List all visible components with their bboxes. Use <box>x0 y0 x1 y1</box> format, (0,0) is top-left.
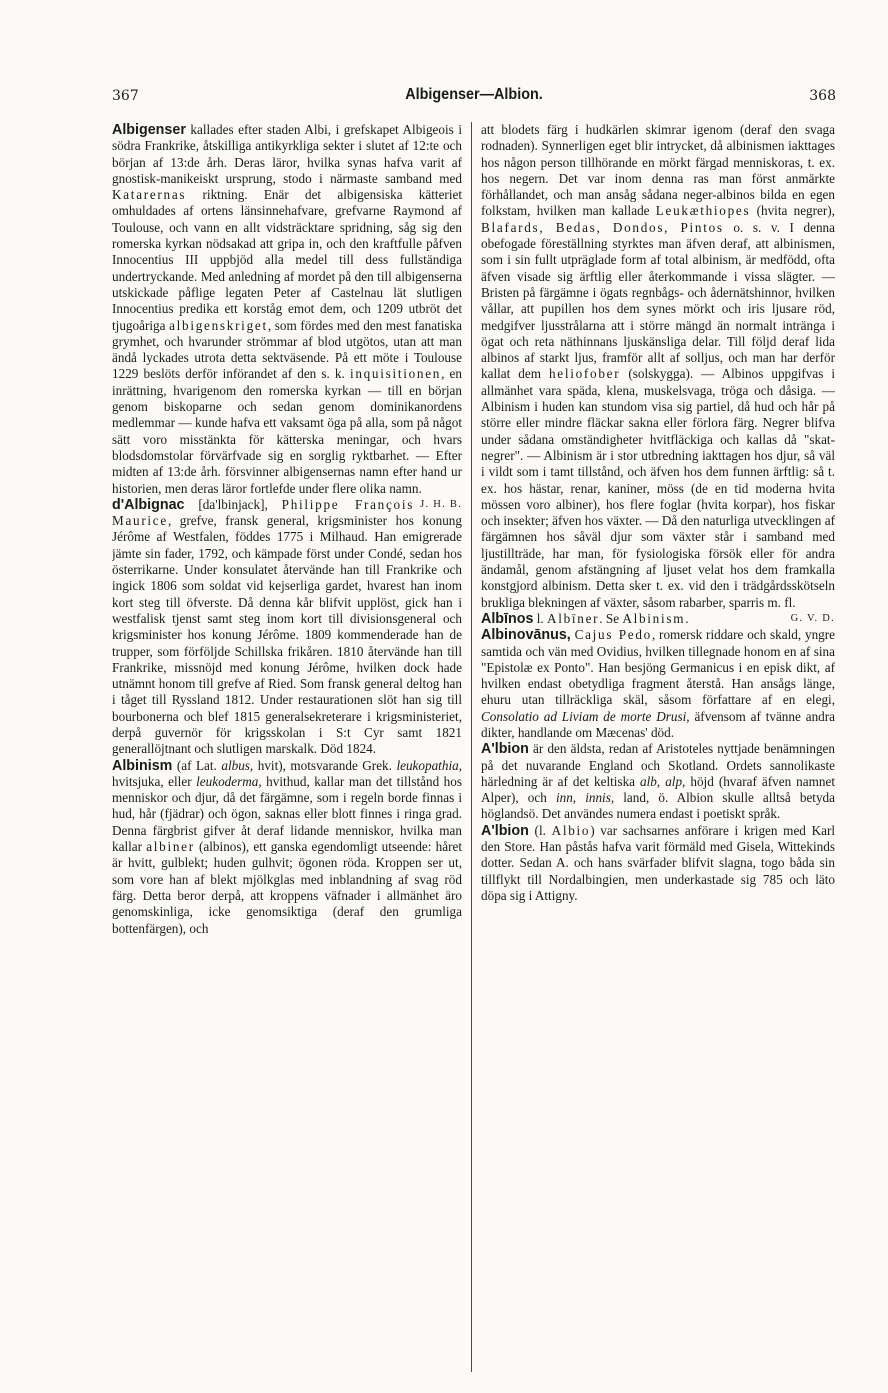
article-text: höjd (hvaraf äfven namnet Alper), och <box>481 773 835 806</box>
italic-term: alb, alp, <box>640 773 686 789</box>
article-text: är den äldsta, redan af Aristoteles nyttjade benämningen på det nuvarande England och Skotland. Ordets sannolikaste härledning är af det keltiska <box>481 741 835 789</box>
article-text: [da'lbinjack], <box>184 496 282 512</box>
right-column <box>481 122 835 1372</box>
article-text: . <box>685 610 689 626</box>
article-albinism <box>112 758 462 937</box>
italic-term: leukoderma, <box>196 773 262 789</box>
article-text: land, ö. Albion skulle alltså betyda höglandsö. Det användes numera endast i poetiskt språk. <box>481 790 835 822</box>
article-albion-2 <box>481 823 835 904</box>
article-text: att blodets färg i hudkärlen skimrar igenom (deraf den svaga rodnaden). Synnerligen eget blir intrycket, då albinismen iakttages hos någon person tillhörande en mörkt färgad menniskoras, t. ex. hos negern. Det var inom denna ras man först anmärkte förhållandet, och man ansåg sådana neger-albinos bilda en egen folkstam, hvilken man kallade <box>481 122 835 219</box>
article-text: hvit), motsvarande Grek. <box>253 757 397 773</box>
spaced-term: inquisitionen <box>349 366 442 382</box>
headword: Albigenser <box>112 122 186 138</box>
article-text: l. <box>533 610 547 626</box>
article-text: ) var sachsarnes anförare i krigen med Karl den Store. Han påstås hafva varit förmäld med Gisela, Wittekinds dotter. Sedan A. och hans svärfader blifvit slagna, togo båda sin tillflykt till Nordalbingien, men underkastade sig 785 och läto döpa sig i Attigny. <box>481 822 835 903</box>
article-text: hvitsjuka, eller <box>112 773 197 789</box>
article-text: , grefve, fransk general, krigsminister hos konung Jérôme af Westfalen, föddes 1775 i Milhaud. Han emigrerade jämte sin fader, 1792, och kämpade först under Condé, sedan hos österrikarne. Under konsulatet återvände han till Frankrike och ingick 1806 som soldat vid kejserliga gardet, hvarest han inom kort steg till öfverste. Då denna kår blifvit upplöst, gick han i westfalisk tjenst samt steg inom kort till divisionsgeneral och krigsminister hos konung Jérôme. 1809 kommenderade han de trupper, som förföljde Schillska frikåren. 1810 återvände han till Frankrike, missnöjd med konung Jérôme, hvilken dock hade utnämnt honom till grefve af Ried. Som fransk general deltog han i tåget till Ryssland 1812. Under restaurationen slöt han sig till bourbonerna och blef 1815 generalsekreterare i krigsministeriet, derpå guvernör för krigsskolan i S:t Cyr samt 1821 generallöjtnant och slutligen marskalk. Död 1824. <box>112 513 462 757</box>
article-text: , romersk riddare och skald, yngre samtida och vän med Ovidius, hvilken tillegnade honom en af sina "Epistolæ ex Ponto". Han besjöng Germanicus i en episk dikt, af hvilken endast obetydliga fragment återstå. Han ansågs länge, ehuru utan tillräckliga skäl, såsom författare af en elegi, <box>481 627 835 708</box>
spaced-term: Albīner <box>546 610 600 626</box>
article-albinovanus <box>481 627 835 741</box>
article-text: (solskygga). — Albinos uppgifvas i allmänhet vara späda, klena, muskelsvaga, tröga och dåsiga. — Albinism i huden kan stundom visa sig partiel, då hud och hår på större eller mindre fläckar sakna eller förlora färg. Negrer blifva under sådana omständigheter hvitfläckiga och kallas då "skat-negrer". — Albinism är i stor utbredning iakttagen hos djur, så väl i vildt som i tamt tillstånd, och äfven hos dem funnen ärftlig: så t. ex. hos hästar, renar, kaniner, möss (de en tid moderna hvita mössen voro albiner), hos flere foglar (hvita korpar), hos fiskar och insekter; äfven hos växter. — Då den naturliga utvecklingen af färgämnen hos såväl djur som växter står i samband med ljustillträde, har man, för fysiologiska försök eller för andra ändamål, genom afstängning af ljuset velat hos dem framkalla konstgjord albinism. Detta sker t. ex. vid den i trädgårdsskötseln brukliga blekningen af växter, såsom rabarber, sparris m. fl. <box>481 366 835 610</box>
headword: d'Albignac <box>112 496 185 513</box>
spaced-term: heliofober <box>548 366 621 382</box>
article-dalbignac <box>112 497 462 758</box>
article-text: , en inrättning, hvarigenom den romerska kyrkan — till en början genom biskoparne och sedan genom dominikanordens medlemmar — kunde hafva ett vaksamt öga på alla, som på något sätt voro misstänkta för kätterska meningar, och hvars blodsdomstolar förvärfvade sig en sorglig ryktbarhet. — Efter midten af 13:de årh. försvinner albigensernas namn efter hand ur historien, men deras läror fortlefde under flere olika namn. <box>112 366 462 496</box>
headword: Albīnos <box>481 610 534 627</box>
headword: A'lbion <box>481 822 529 839</box>
article-text: (l. <box>528 822 552 838</box>
spaced-term: Cajus Pedo <box>574 627 652 643</box>
running-title: Albigenser—Albion. <box>405 86 543 103</box>
spaced-term: Leukæthiopes <box>655 203 751 219</box>
spaced-term: Blafards, Bedas, Dondos, Pintos <box>481 219 724 235</box>
spaced-term: Philippe François Maurice <box>112 496 415 529</box>
article-text: äfvensom af tvänne andra dikter, handlande om Mæcenas' död. <box>481 708 835 740</box>
italic-term: Consolatio ad Liviam de morte Drusi, <box>481 708 690 724</box>
italic-term: inn, innis, <box>555 790 615 806</box>
page-header <box>112 88 836 108</box>
article-text: (hvita negrer), <box>750 203 835 219</box>
spaced-term: albigenskriget <box>169 317 268 333</box>
cross-reference-link[interactable]: Albinism <box>622 610 686 626</box>
headword: Albinism <box>112 757 173 774</box>
article-text: o. s. v. I denna obefogade föreställning styrktes man äfven deraf, att albinismen, som i sin fullt utpräglade form af total albinism, är medfödd, ofta äfven visade sig ärftlig eller återkommande i vissa slägter. — Bristen på färgämne i ögats regnbågs- och ådernätshinnor, hvilken vållar, att pupillen hos dem synes mörkt och iris ljusare röd, medgifver ljusstrålarna att i större mängd än normalt intränga i ögat och reta näthinnans ljuskänsliga delar. Till följd deraf lida albinos af starkt ljus, framför allt af solljus, och man har derför kallat dem <box>481 219 835 382</box>
spaced-term: Katarernas <box>112 187 187 203</box>
article-text: , som fördes med den mest fanatiska grymhet, och hvarunder strömmar af blod utgötos, utan att man ändå lyckades utrota detta sektväsende. På ett möte i Toulouse 1229 beslöts derför införandet af den s. k. <box>112 317 462 382</box>
column-divider <box>471 122 472 1372</box>
article-text: kallades efter staden Albi, i grefskapet Albigeois i södra Frankrike, åtskilliga antikyrkliga sekter i slutet af 12:te och början af 13:de årh. Deras läror, hvilka synas hafva varit af gnostisk-manikeiskt ursprung, stodo i närmaste samband med <box>112 122 462 186</box>
article-text: (albinos), ett ganska egendomligt utseende: håret är hvitt, gulblekt; huden gulhvit; ögonen röda. Kroppen ser ut, som vore han af blekt mjölkglas med inblandning af svag röd färg. Detta beror derpå, att kroppens väfnader i allmänhet äro genomskinliga, icke genomsiktiga (deraf den grumliga bottenfärgen), och <box>112 839 462 936</box>
article-text: . Se <box>599 610 623 626</box>
author-signature: J. H. B. <box>420 498 462 510</box>
right-page-number: 368 <box>809 88 836 104</box>
italic-term: albus, <box>221 757 254 773</box>
headword: Albinovānus, <box>481 627 571 644</box>
author-signature: G. V. D. <box>790 612 835 624</box>
spaced-term: albiner <box>146 839 195 855</box>
article-albion-1 <box>481 741 835 822</box>
spaced-term: Albio <box>551 822 591 838</box>
left-column <box>112 122 462 1372</box>
article-text: riktning. Enär det albigensiska kätteriet omhuldades af ortens länsinnehafvare, grefvarne Raymond af Toulouse, och vann en allt vidsträcktare spridning, såg sig den romerska kyrkan nödsakad att gripa in, och den kraftfulle påfven Innocentius III uppbjöd alla medel till dess fullständiga undertryckande. Med anledning af mordet på den till albigenserna utskickade påflige legaten Peter af Castelnau lät slutligen Innocentius predika ett korståg emot dem, och 1209 utbröt det tjugoåriga <box>112 187 462 333</box>
article-text: hvithud, kallar man det tillstånd hos menniskor och djur, då det färgämne, som i regeln borde finnas i hud, hår (fjädrar) och ögon, saknas eller blott finnes i ringa grad. Denna färgbrist gifver åt deraf lidande menniskor, hvilka man kallar <box>112 773 462 855</box>
left-page-number: 367 <box>112 88 139 104</box>
article-text: (af Lat. <box>172 757 222 773</box>
headword: A'lbion <box>481 741 529 758</box>
article-albinos <box>481 611 835 627</box>
italic-term: leukopathia, <box>396 757 462 773</box>
